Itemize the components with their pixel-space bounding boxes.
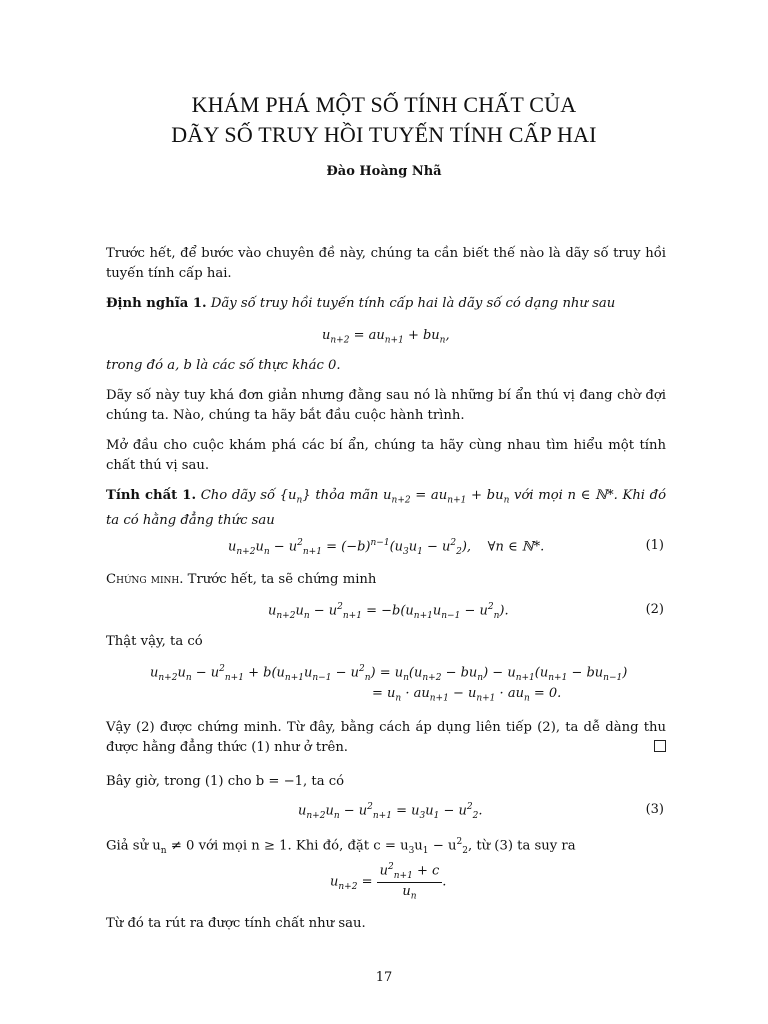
suppose-text-a: Giả sử u bbox=[106, 838, 161, 854]
property: Tính chất 1. Cho dãy số $\{u_n\}$ thỏa mãn $u_{n+2} = au_{n+1} + bu_n$ với mọi n ∈ ℕ*. Khi đó ta có hằng đẳng thức sau bbox=[106, 488, 667, 528]
property-label: Tính chất 1. bbox=[106, 488, 197, 503]
definition-note: trong đó a, b là các số thực khác 0. bbox=[106, 358, 341, 373]
equation-2: $u_{n+2}u_n - u^2_{n+1} = -b(u_{n+1}u_{n-1} - u^2_n)$. bbox=[268, 602, 509, 621]
equation-1: $u_{n+2}u_n - u^2_{n+1} = (-b)^{n-1}(u_3u_1 - u^2_2)$, ∀n ∈ ℕ*. bbox=[228, 538, 545, 557]
fraction-equation: $u_{n+2}$ = $\frac{u^2_{n+1} + c}{u_n}$ . bbox=[330, 862, 447, 902]
intro-paragraph: Trước hết, để bước vào chuyên đề này, chúng ta cần biết thế nào là dãy số truy hồi tuyến tính cấp hai. bbox=[106, 246, 666, 281]
page-number: 17 bbox=[375, 970, 393, 985]
qed-symbol bbox=[654, 740, 666, 752]
definition-label: Định nghĩa 1. bbox=[106, 296, 207, 311]
suppose-paragraph: Giả sử $u_n \ne 0$ với mọi n ≥ 1. Khi đó, đặt $c = u_3u_1 - u^2_2$, từ (3) ta suy ra bbox=[106, 837, 576, 857]
title-line-1: KHÁM PHÁ MỘT SỐ TÍNH CHẤT CỦA bbox=[191, 92, 577, 117]
equation-label-1: (1) bbox=[645, 538, 664, 553]
suppose-text-c: , từ (3) ta suy ra bbox=[467, 838, 576, 854]
property-text-c: với mọi n ∈ ℕ*. Khi đó ta có hằng đẳng thức sau bbox=[106, 488, 667, 528]
equation-label-2: (2) bbox=[645, 602, 664, 617]
now-text: Bây giờ, trong (1) cho b = −1, ta có bbox=[106, 774, 345, 789]
author: Đào Hoàng Nhã bbox=[326, 164, 442, 179]
proof bbox=[106, 570, 666, 590]
derivation-line-1: $u_{n+2}u_n - u^2_{n+1} + b(u_{n+1}u_{n-1} - u^2_n) = u_n(u_{n+2} - bu_n) - u_{n+1}(u_{n+1} - bu_{n-1})$ bbox=[150, 664, 628, 683]
property-text-a: Cho dãy số {u bbox=[200, 488, 297, 503]
paragraph-2: Dãy số này tuy khá đơn giản nhưng đằng sau nó là những bí ẩn thú vị đang chờ đợi chúng ta. Nào, chúng ta hãy bắt đầu cuộc hành trình. bbox=[106, 388, 666, 423]
conclusion-text: Từ đó ta rút ra được tính chất như sau. bbox=[106, 916, 366, 931]
proof-label: Chứng minh. bbox=[106, 572, 184, 587]
definition-equation: $u_{n+2} = au_{n+1} + bu_n$, bbox=[322, 328, 450, 346]
equation-label-3: (3) bbox=[645, 802, 664, 817]
equation-3: $u_{n+2}u_n - u^2_{n+1} = u_3u_1 - u^2_2$. bbox=[298, 802, 483, 821]
suppose-text-b: ≠ 0 với mọi n ≥ 1. Khi đó, đặt c = u bbox=[166, 838, 409, 854]
definition bbox=[106, 294, 666, 314]
title-line-2: DÃY SỐ TRUY HỒI TUYẾN TÍNH CẤP HAI bbox=[171, 122, 597, 147]
after-proof-paragraph: Vậy (2) được chứng minh. Từ đây, bằng cách áp dụng liên tiếp (2), ta dễ dàng thu được hằng đẳng thức (1) như ở trên. bbox=[106, 720, 666, 755]
indeed-text: Thật vậy, ta có bbox=[106, 634, 203, 649]
proof-text: Trước hết, ta sẽ chứng minh bbox=[187, 572, 377, 587]
paragraph-3: Mở đầu cho cuộc khám phá các bí ẩn, chúng ta hãy cùng nhau tìm hiểu một tính chất thú vị sau. bbox=[106, 438, 666, 473]
property-text-b: } thỏa mãn u bbox=[302, 488, 392, 503]
derivation-line-2: = $u_n \cdot au_{n+1} - u_{n+1} \cdot au_n = 0$. bbox=[372, 686, 562, 704]
definition-text: Dãy số truy hồi tuyến tính cấp hai là dãy số có dạng như sau bbox=[210, 296, 616, 311]
